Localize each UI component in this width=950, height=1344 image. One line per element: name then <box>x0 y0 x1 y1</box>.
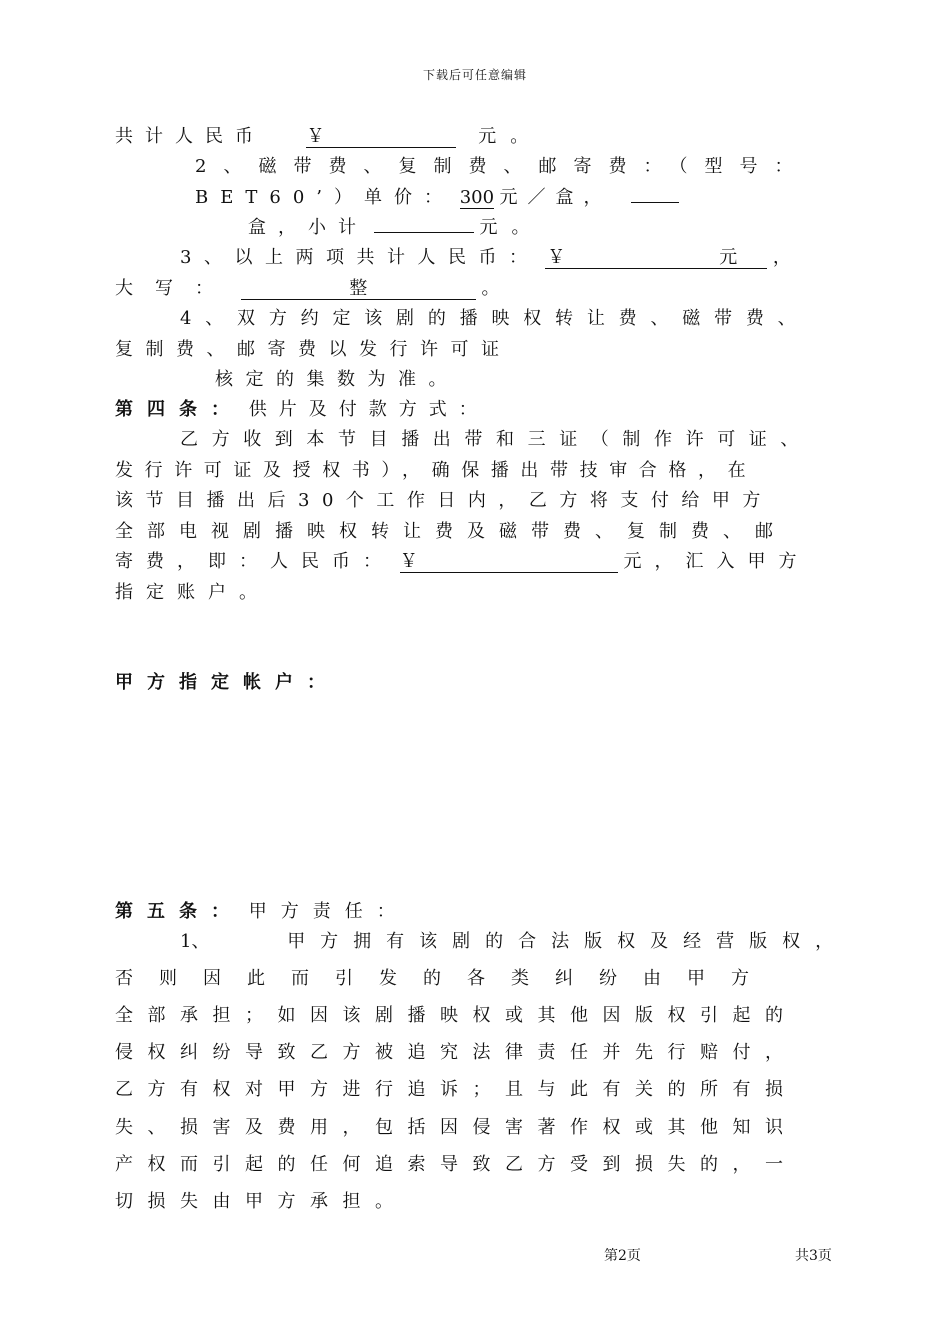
item-4-line-2 <box>115 339 512 361</box>
subtotal-label: 盒，小计 <box>248 217 368 238</box>
article-5-para-8 <box>115 1191 408 1213</box>
article-4-title: 供片及付款方式： <box>248 399 489 420</box>
capital-line <box>115 278 499 300</box>
article-5-text-1: 甲方拥有该剧的合法版权及经营版权， <box>287 931 849 952</box>
total-label: 共计人民币 <box>115 126 265 147</box>
subtotal-blank <box>374 232 474 233</box>
article-5-heading <box>115 901 409 923</box>
unit-price-line <box>195 187 679 209</box>
article-4-text-4: 全部电视剧播映权转让费及磁带费、复制费、邮 <box>115 521 787 542</box>
article-5-para-6 <box>115 1117 798 1139</box>
grand-total-label: 3、以上两项共计人民币： <box>180 247 540 268</box>
item-2-text: 2、磁带费、复制费、邮寄费：（型号： <box>195 156 810 177</box>
item-4-text-2: 复制费、邮寄费以发行许可证 <box>115 339 512 360</box>
article-5-para-3 <box>115 1005 798 1027</box>
subtotal-unit: 元。 <box>479 217 544 238</box>
article-5-para-5 <box>115 1079 798 1101</box>
article-5-para-4 <box>115 1042 798 1064</box>
article-5-text-8: 切损失由甲方承担。 <box>115 1191 408 1212</box>
article-5-para-7 <box>115 1154 798 1176</box>
article-5-item-1-num: 1、 <box>180 931 210 952</box>
article-4-para-2 <box>115 460 757 482</box>
grand-total-unit: 元 <box>719 247 738 268</box>
article-4-para-1 <box>180 429 812 451</box>
capital-blank: 整 <box>241 279 476 300</box>
total-pages: 共3页 <box>795 1248 832 1264</box>
item-4-text-3: 核定的集数为准。 <box>215 369 459 390</box>
item-4-line <box>180 308 809 330</box>
article-5-para-2 <box>115 968 775 990</box>
model-text: BET60’）单价： <box>195 187 454 208</box>
unit-price-value: 300 <box>459 187 495 208</box>
article-5-text-4: 侵权纠纷导致乙方被追究法律责任并先行赔付， <box>115 1042 798 1063</box>
account-heading <box>115 672 339 694</box>
item-4-line-3 <box>215 369 459 391</box>
page-number: 第2页 <box>604 1248 641 1264</box>
grand-total-blank <box>545 248 767 269</box>
grand-total-line <box>180 247 791 269</box>
article-5-text-5: 乙方有权对甲方进行追诉；且与此有关的所有损 <box>115 1079 798 1100</box>
item-4-text: 4、双方约定该剧的播映权转让费、磁带费、 <box>180 308 810 329</box>
total-amount-blank: ￥ <box>306 127 456 148</box>
article-4-heading <box>115 399 489 421</box>
article-5-text-6: 失、损害及费用，包括因侵害著作权或其他知识 <box>115 1117 798 1138</box>
account-heading-text: 甲方指定帐户： <box>115 672 339 693</box>
article-4-text-1: 乙方收到本节目播出带和三证（制作许可证、 <box>180 429 812 450</box>
article-4-text-5a: 寄费，即：人民币： <box>115 551 394 572</box>
article-4-para-3 <box>115 490 773 512</box>
article-4-para-4 <box>115 521 787 543</box>
subtotal-line <box>248 217 543 239</box>
unit-price-unit: 元／盒， <box>499 187 612 208</box>
article-4-para-6 <box>115 582 270 604</box>
article-5-para-1 <box>180 931 848 953</box>
article-4-text-3: 该节目播出后30个工作日内，乙方将支付给甲方 <box>115 490 773 511</box>
yuan-sign: ￥ <box>547 247 566 268</box>
article-4-text-6: 指定账户。 <box>115 582 270 603</box>
capital-label: 大写： <box>115 278 235 299</box>
article-5-text-7: 产权而引起的任何追索导致乙方受到损失的，一 <box>115 1154 798 1175</box>
article-4-text-2: 发行许可证及授权书），确保播出带技审合格，在 <box>115 460 758 481</box>
article-5-title: 甲方责任： <box>248 901 409 922</box>
total-line <box>115 126 542 148</box>
comma: ， <box>772 247 791 268</box>
article-5-number: 第五条： <box>115 901 243 922</box>
article-5-text-3: 全部承担；如因该剧播映权或其他因版权引起的 <box>115 1005 798 1026</box>
article-4-para-5 <box>115 551 809 573</box>
period: 。 <box>481 278 500 299</box>
article-5-text-2: 否则因此而引发的各类纠纷由甲方 <box>115 968 775 989</box>
payment-blank: ￥ <box>400 552 618 573</box>
article-4-text-5c: 元，汇入甲方 <box>623 551 810 572</box>
header-note: 下载后可任意编辑 <box>422 68 527 82</box>
total-unit: 元。 <box>478 126 543 147</box>
box-count-blank <box>631 202 679 203</box>
item-2-line <box>195 156 815 178</box>
article-4-number: 第四条： <box>115 399 243 420</box>
